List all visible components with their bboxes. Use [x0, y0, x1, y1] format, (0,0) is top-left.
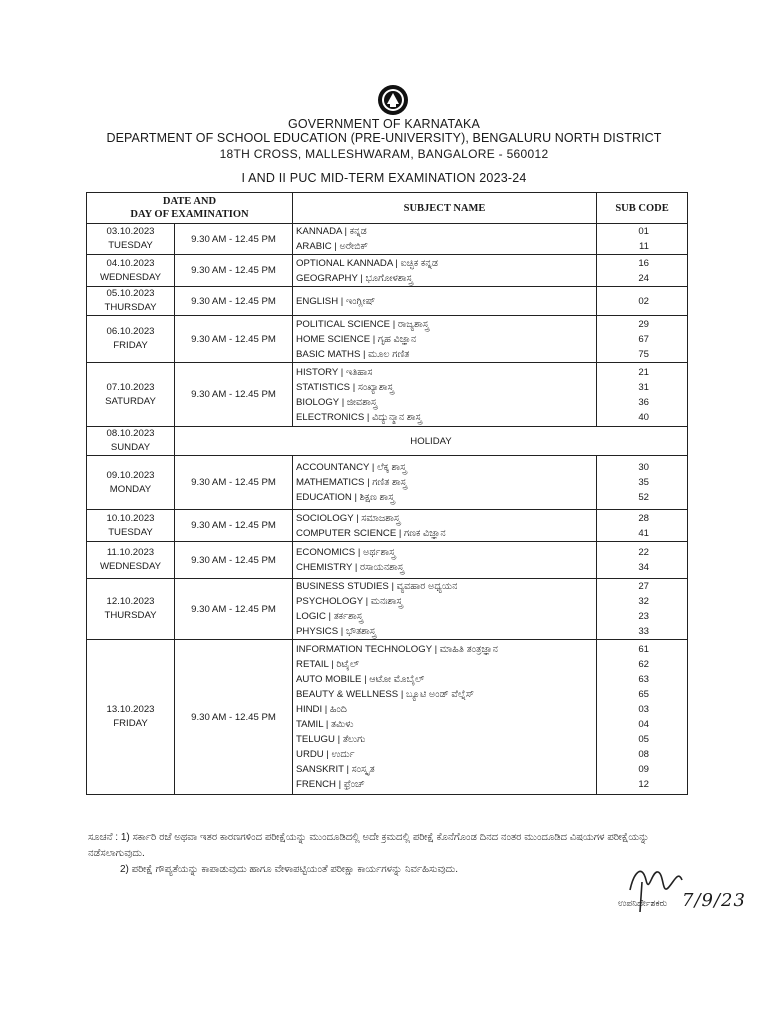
office-address: 18TH CROSS, MALLESHWARAM, BANGALORE - 560012: [219, 147, 549, 161]
exam-date: 06.10.2023: [106, 326, 155, 337]
exam-timetable: [86, 192, 688, 795]
karnataka-emblem-icon: [377, 84, 409, 116]
subjects-cell: [293, 640, 597, 795]
subject-name: INFORMATION TECHNOLOGY | ಮಾಹಿತಿ ತಂತ್ರಜ್ಞಾನ: [296, 644, 498, 655]
subjects-cell: [293, 510, 597, 542]
subject-code: 67: [638, 333, 650, 345]
table-row: [87, 427, 688, 456]
subject-name: BASIC MATHS | ಮೂಲ ಗಣಿತ: [296, 348, 410, 360]
subject-name: GEOGRAPHY | ಭೂಗೋಳಶಾಸ್ತ್ರ: [296, 272, 413, 284]
subject-code: 04: [638, 719, 650, 730]
subject-code: 28: [638, 512, 650, 524]
subjects-cell: [293, 224, 597, 255]
exam-time: 9.30 AM - 12.45 PM: [175, 510, 293, 542]
date-header-line2: DAY OF EXAMINATION: [130, 209, 249, 220]
date-cell: [87, 579, 175, 640]
exam-date: 13.10.2023: [106, 704, 155, 715]
signature-date: 7/9/23: [682, 890, 746, 911]
subject-name: URDU | ಉರ್ದು: [296, 749, 355, 760]
subject-name: HINDI | ಹಿಂದಿ: [296, 704, 347, 715]
date-cell: [87, 427, 175, 456]
exam-day: FRIDAY: [113, 718, 148, 729]
note-1: ಸೂಚನೆ : 1) ಸರ್ಕಾರಿ ರಜೆ ಅಥವಾ ಇತರ ಕಾರಣಗಳಿಂದ ಪರೀಕ್ಷೆಯನ್ನು ಮುಂದೂಡಿದಲ್ಲಿ ಅದೇ ಕ್ರಮದಲ್ಲಿ ಪರೀಕ್ಷೆ ಕೊನೆಗೊಂಡ ದಿನದ ನಂತರ ಮುಂದೂಡಿದ ವಿಷಯಗಳ ಪರೀಕ್ಷೆಯನ್ನು ನಡೆಸಲಾಗುವುದು.: [88, 832, 650, 859]
subject-code: 05: [638, 734, 650, 745]
subject-name: RETAIL | ರಿಟೈಲ್: [296, 659, 360, 670]
exam-date: 07.10.2023: [106, 381, 155, 393]
subject-code: 41: [638, 527, 650, 539]
subject-name: TELUGU | ತೆಲುಗು: [296, 734, 366, 745]
subject-code: 30: [638, 462, 650, 473]
subject-code: 02: [638, 295, 650, 307]
timetable-body: [87, 224, 688, 795]
subject-code: 09: [638, 764, 650, 775]
codes-cell: [597, 224, 688, 255]
subject-name: ACCOUNTANCY | ಲೆಕ್ಕ ಶಾಸ್ತ್ರ: [296, 462, 407, 473]
subject-name: OPTIONAL KANNADA | ಐಚ್ಛಿಕ ಕನ್ನಡ: [296, 257, 438, 269]
exam-date: 03.10.2023: [106, 226, 155, 237]
subject-code: 31: [638, 381, 650, 393]
subject-code: 27: [638, 581, 650, 592]
exam-day: WEDNESDAY: [99, 561, 162, 572]
codes-cell: [597, 287, 688, 316]
date-cell: [87, 363, 175, 427]
holiday-cell: HOLIDAY: [175, 427, 688, 456]
table-row: [87, 316, 688, 363]
subject-code: 65: [638, 689, 650, 700]
exam-time: 9.30 AM - 12.45 PM: [175, 287, 293, 316]
subject-name: ARABIC | ಅರೇಬಿಕ್: [296, 241, 368, 252]
subject-code: 52: [638, 492, 650, 503]
subject-code: 22: [638, 547, 650, 558]
subject-name: SANSKRIT | ಸಂಸ್ಕೃತ: [296, 764, 375, 775]
subject-name: AUTO MOBILE | ಆಟೋ ಮೊಬೈಲ್: [296, 674, 425, 685]
code-column-header: SUB CODE: [597, 193, 688, 224]
table-row: [87, 287, 688, 316]
subject-code: 75: [638, 348, 650, 360]
subject-code: 34: [638, 562, 650, 573]
subject-name: PHYSICS | ಭೌತಶಾಸ್ತ್ರ: [296, 626, 377, 637]
subjects-cell: [293, 316, 597, 363]
subject-code: 03: [638, 704, 650, 715]
subject-code: 33: [638, 626, 650, 637]
subject-name: STATISTICS | ಸಂಖ್ಯಾಶಾಸ್ತ್ರ: [296, 381, 394, 393]
exam-time: 9.30 AM - 12.45 PM: [175, 255, 293, 287]
codes-cell: [597, 255, 688, 287]
subject-name: ENGLISH | ಇಂಗ್ಲೀಷ್: [296, 295, 376, 307]
subject-code: 01: [638, 226, 650, 237]
exam-time: 9.30 AM - 12.45 PM: [175, 542, 293, 579]
exam-time: 9.30 AM - 12.45 PM: [175, 316, 293, 363]
date-cell: [87, 287, 175, 316]
exam-time: 9.30 AM - 12.45 PM: [175, 456, 293, 510]
date-cell: [87, 640, 175, 795]
table-row: [87, 456, 688, 510]
table-row: [87, 510, 688, 542]
subject-code: 21: [638, 366, 650, 378]
subject-code: 29: [638, 318, 650, 330]
exam-day: SUNDAY: [110, 442, 151, 453]
exam-day: TUESDAY: [108, 240, 153, 251]
subject-code: 61: [638, 644, 650, 655]
govt-title: GOVERNMENT OF KARNATAKA: [287, 117, 481, 131]
subject-code: 23: [638, 611, 650, 622]
subject-name: PSYCHOLOGY | ಮನಃಶಾಸ್ತ್ರ: [296, 596, 403, 607]
exam-day: TUESDAY: [108, 526, 153, 538]
codes-cell: [597, 363, 688, 427]
date-cell: [87, 224, 175, 255]
subjects-cell: [293, 456, 597, 510]
subject-name: BEAUTY & WELLNESS | ಬ್ಯೂಟಿ ಅಂಡ್ ವೆಲ್ನೆಸ್: [296, 689, 474, 700]
date-cell: [87, 456, 175, 510]
exam-date: 11.10.2023: [106, 547, 155, 558]
department-title: DEPARTMENT OF SCHOOL EDUCATION (PRE-UNIVERSITY), BENGALURU NORTH DISTRICT: [106, 131, 662, 145]
subject-name: MATHEMATICS | ಗಣಿತ ಶಾಸ್ತ್ರ: [296, 477, 407, 488]
codes-cell: [597, 640, 688, 795]
note-2: 2) ಪರೀಕ್ಷೆ ಗೌಪ್ಯತೆಯನ್ನು ಕಾಪಾಡುವುದು ಹಾಗೂ ವೇಳಾಪಟ್ಟಿಯಂತೆ ಪರೀಕ್ಷಾ ಕಾರ್ಯಗಳನ್ನು ನಿರ್ವಹಿಸುವುದು.: [120, 864, 459, 875]
exam-day: THURSDAY: [104, 610, 157, 621]
codes-cell: [597, 456, 688, 510]
date-column-header: [87, 193, 293, 224]
subject-code: 12: [638, 779, 650, 790]
subject-name: HISTORY | ಇತಿಹಾಸ: [296, 366, 373, 378]
exam-day: FRIDAY: [113, 340, 148, 351]
exam-time: 9.30 AM - 12.45 PM: [175, 363, 293, 427]
date-cell: [87, 255, 175, 287]
date-cell: [87, 510, 175, 542]
subject-name: ECONOMICS | ಅರ್ಥಶಾಸ್ತ್ರ: [296, 547, 396, 558]
subject-name: COMPUTER SCIENCE | ಗಣಕ ವಿಜ್ಞಾನ: [296, 527, 446, 539]
subject-code: 40: [638, 411, 650, 423]
date-cell: [87, 316, 175, 363]
subject-name: BUSINESS STUDIES | ವ್ಯವಹಾರ ಅಧ್ಯಯನ: [296, 581, 458, 592]
signatory-label: ಉಪನಿರ್ದೇಶಕರು: [618, 898, 668, 908]
subjects-cell: [293, 255, 597, 287]
exam-date: 12.10.2023: [106, 596, 155, 607]
subject-code: 08: [638, 749, 650, 760]
codes-cell: [597, 510, 688, 542]
subject-code: 62: [638, 659, 650, 670]
codes-cell: [597, 316, 688, 363]
exam-day: THURSDAY: [104, 302, 157, 313]
exam-date: 09.10.2023: [106, 469, 155, 481]
exam-date: 08.10.2023: [106, 428, 155, 439]
table-row: [87, 363, 688, 427]
subject-code: 11: [639, 241, 650, 252]
subject-code: 63: [638, 674, 650, 685]
exam-day: SATURDAY: [105, 395, 156, 407]
subject-name: CHEMISTRY | ರಸಾಯನಶಾಸ್ತ್ರ: [296, 562, 404, 573]
subject-name: SOCIOLOGY | ಸಮಾಜಶಾಸ್ತ್ರ: [296, 512, 401, 524]
exam-date: 10.10.2023: [106, 512, 155, 524]
subjects-cell: [293, 287, 597, 316]
subject-name: FRENCH | ಫ್ರೆಂಚ್: [296, 779, 365, 790]
exam-time: 9.30 AM - 12.45 PM: [175, 640, 293, 795]
table-row: [87, 640, 688, 795]
subject-name: LOGIC | ತರ್ಕಶಾಸ್ತ್ರ: [296, 611, 363, 622]
subject-code: 24: [638, 272, 650, 284]
subject-name: KANNADA | ಕನ್ನಡ: [296, 226, 367, 237]
subject-code: 32: [638, 596, 650, 607]
subjects-cell: [293, 363, 597, 427]
subject-name: POLITICAL SCIENCE | ರಾಜ್ಯಶಾಸ್ತ್ರ: [296, 318, 429, 330]
exam-date: 04.10.2023: [106, 257, 155, 269]
exam-day: WEDNESDAY: [99, 271, 162, 283]
subject-name: ELECTRONICS | ವಿದ್ಯುನ್ಮಾನ ಶಾಸ್ತ್ರ: [296, 411, 422, 423]
table-row: [87, 542, 688, 579]
exam-day: MONDAY: [109, 483, 152, 495]
exam-time: 9.30 AM - 12.45 PM: [175, 224, 293, 255]
subjects-cell: [293, 579, 597, 640]
subject-name: HOME SCIENCE | ಗೃಹ ವಿಜ್ಞಾನ: [296, 333, 417, 345]
exam-time: 9.30 AM - 12.45 PM: [175, 579, 293, 640]
subject-name: EDUCATION | ಶಿಕ್ಷಣ ಶಾಸ್ತ್ರ: [296, 492, 395, 503]
subject-code: 35: [638, 477, 650, 488]
date-cell: [87, 542, 175, 579]
table-row: [87, 224, 688, 255]
date-header-line1: DATE AND: [162, 196, 217, 207]
exam-title: I AND II PUC MID-TERM EXAMINATION 2023-24: [241, 171, 527, 185]
exam-date: 05.10.2023: [106, 288, 155, 299]
table-row: [87, 579, 688, 640]
subject-code: 36: [638, 396, 650, 408]
subject-code: 16: [638, 257, 650, 269]
codes-cell: [597, 542, 688, 579]
subjects-cell: [293, 542, 597, 579]
subject-name: BIOLOGY | ಜೀವಶಾಸ್ತ್ರ: [296, 396, 378, 408]
subject-name: TAMIL | ತಮಿಳು: [296, 719, 354, 730]
codes-cell: [597, 579, 688, 640]
table-row: [87, 255, 688, 287]
subject-column-header: SUBJECT NAME: [293, 193, 597, 224]
